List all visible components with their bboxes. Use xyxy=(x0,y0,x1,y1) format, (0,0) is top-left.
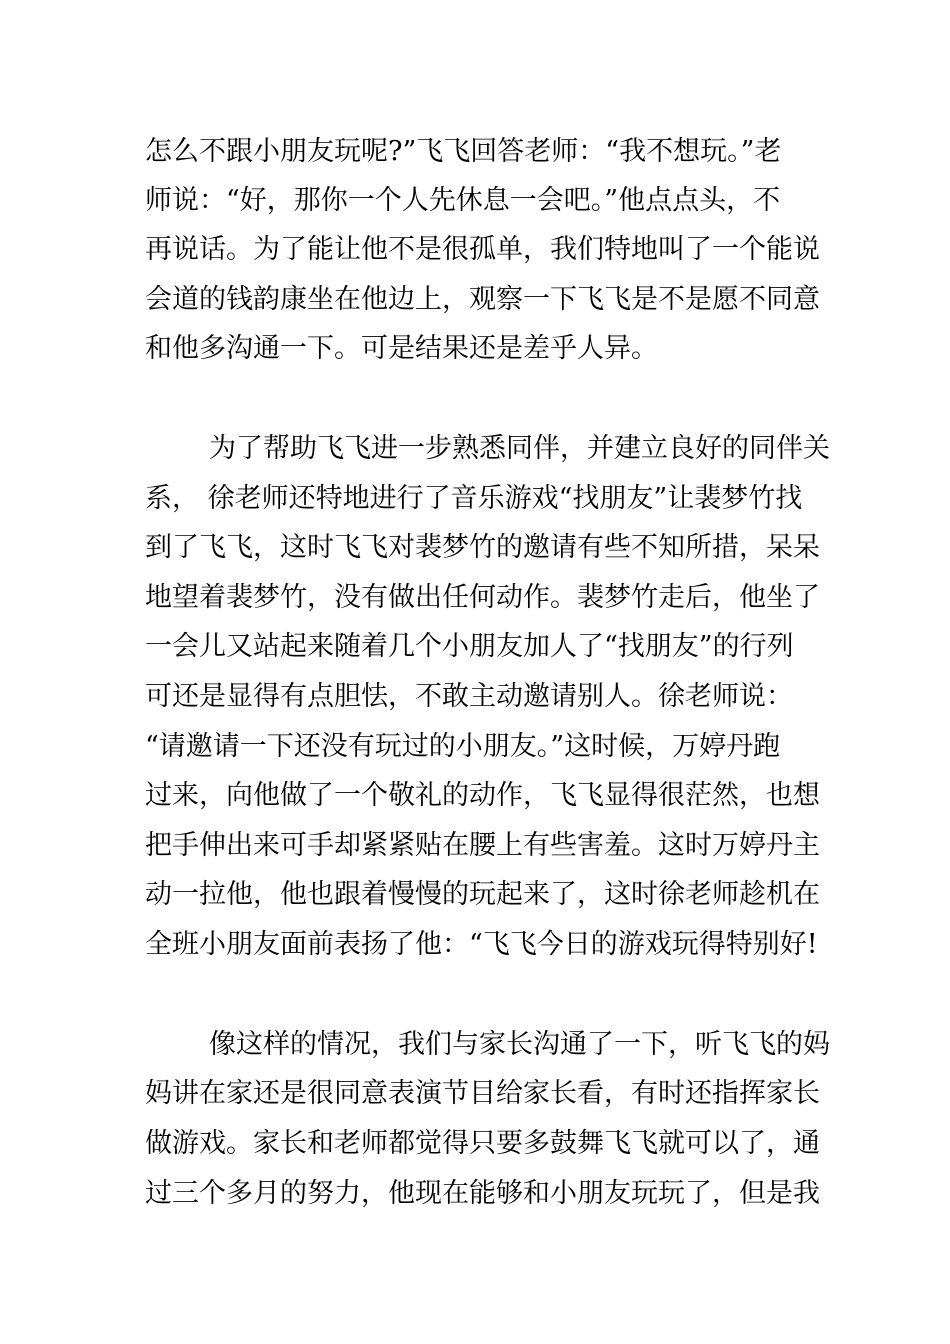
text-line: 系， 徐老师还特地进行了音乐游戏“找朋友”让裴梦竹找 xyxy=(145,483,803,514)
text-line: 像这样的情况，我们与家长沟通了一下，听飞飞的妈 xyxy=(209,1029,830,1060)
text-line: 会道的钱韵康坐在他边上，观察一下飞飞是不是愿不同意 xyxy=(145,284,820,315)
text-line: 到了飞飞，这时飞飞对裴梦竹的邀请有些不知所措，呆呆 xyxy=(145,532,820,563)
text-line: 全班小朋友面前表扬了他：“飞飞今日的游戏玩得特别好! xyxy=(145,929,818,960)
text-line: 可还是显得有点胆怯，不敢主动邀请别人。徐老师说： xyxy=(145,681,793,712)
text-line: 妈讲在家还是很同意表演节目给家长看，有时还指挥家长 xyxy=(145,1078,820,1109)
text-line: 和他多沟通一下。可是结果还是差乎人异。 xyxy=(145,333,658,364)
text-line: 再说话。为了能让他不是很孤单，我们特地叫了一个能说 xyxy=(145,234,820,265)
text-line: 师说：“好，那你一个人先休息一会吧。”他点点头，不 xyxy=(145,185,781,216)
text-line: 把手伸出来可手却紧紧贴在腰上有些害羞。这时万婷丹主 xyxy=(145,830,820,861)
text-line: 过来，向他做了一个敬礼的动作，飞飞显得很茫然，也想 xyxy=(145,780,820,811)
text-line: 一会儿又站起来随着几个小朋友加人了“找朋友”的行列 xyxy=(145,631,794,662)
text-line: 怎么不跟小朋友玩呢?”飞飞回答老师：“我不想玩。”老 xyxy=(145,136,782,167)
text-line: 动一拉他，他也跟着慢慢的玩起来了，这时徐老师趁机在 xyxy=(145,879,820,910)
text-line: 地望着裴梦竹，没有做出任何动作。裴梦竹走后，他坐了 xyxy=(145,582,820,613)
text-line: 过三个多月的努力，他现在能够和小朋友玩玩了，但是我 xyxy=(145,1178,820,1209)
text-line: 做游戏。家长和老师都觉得只要多鼓舞飞飞就可以了，通 xyxy=(145,1128,820,1159)
text-line: 为了帮助飞飞进一步熟悉同伴，并建立良好的同伴关 xyxy=(209,433,830,464)
text-line: “请邀请一下还没有玩过的小朋友。”这时候，万婷丹跑 xyxy=(145,731,781,762)
